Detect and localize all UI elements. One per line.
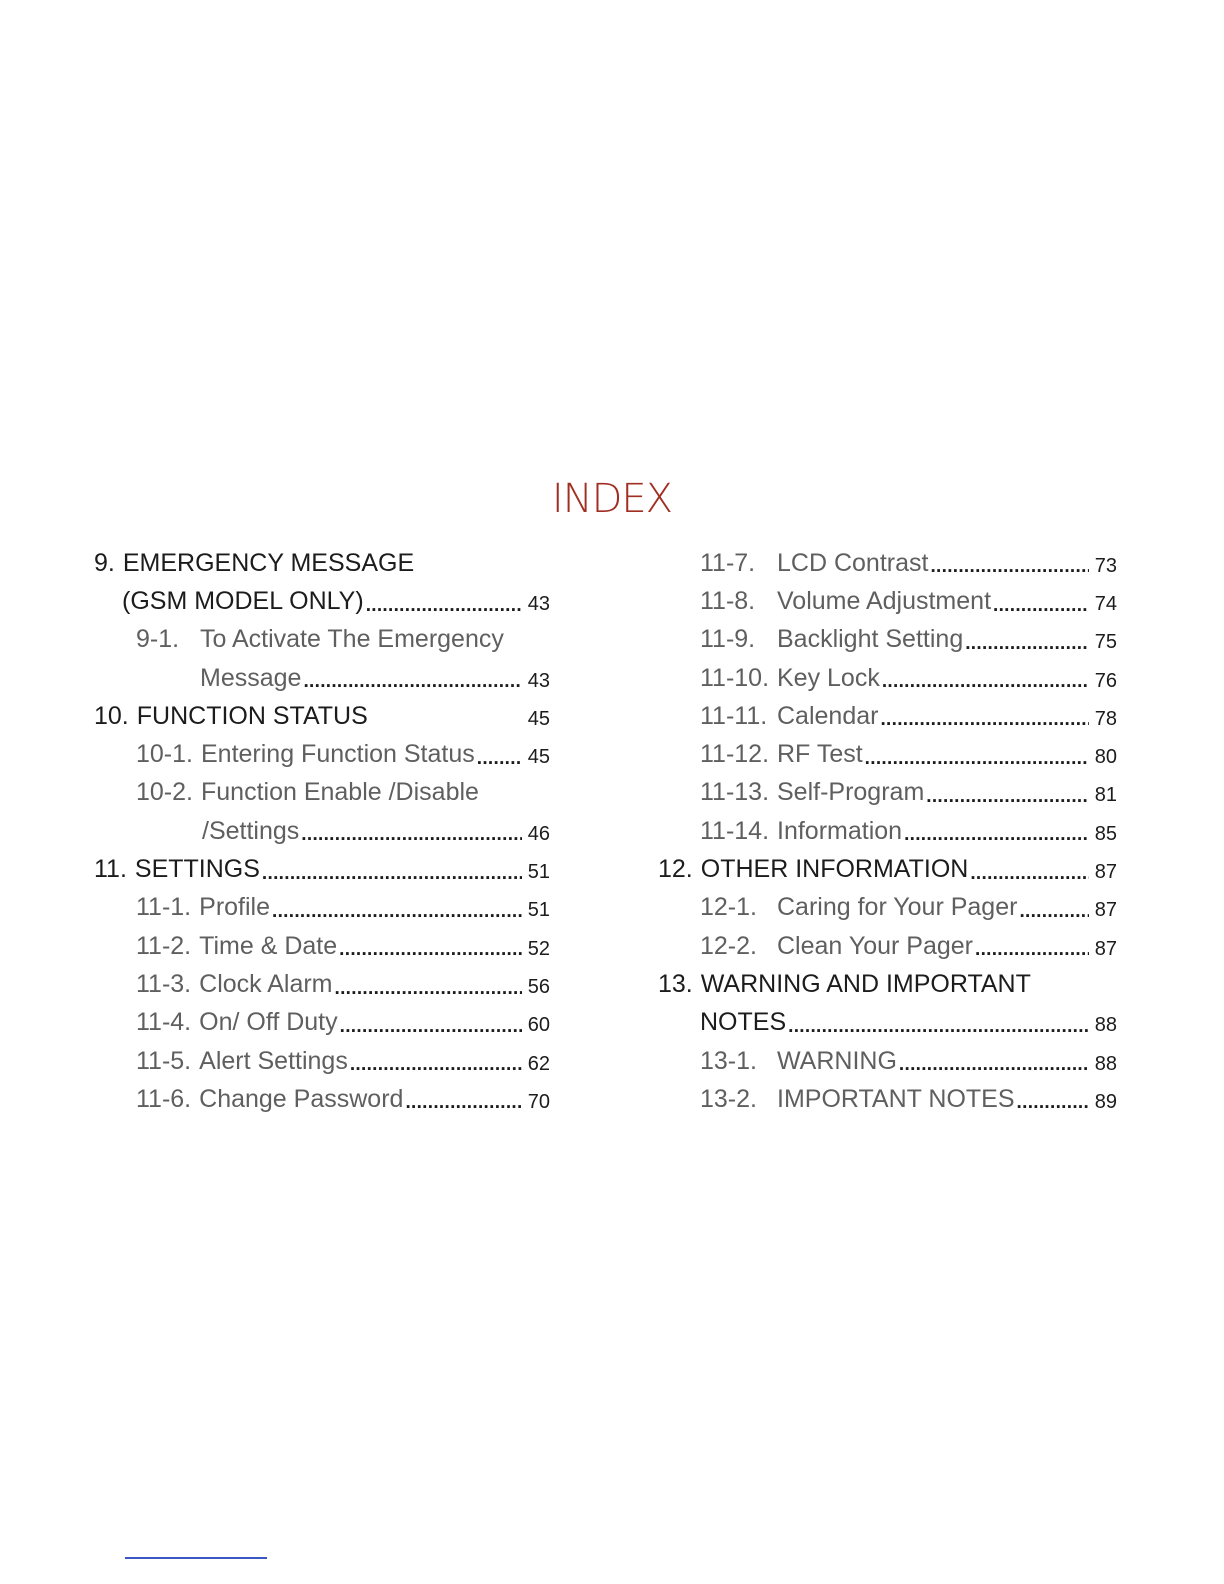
toc-entry-13[interactable] — [658, 965, 1117, 1003]
toc-page-number: 51 — [527, 861, 550, 884]
toc-right-column — [658, 544, 1117, 1118]
toc-entry-number: 11. — [94, 855, 127, 884]
toc-entry-number: 11-12. — [700, 740, 770, 769]
toc-page-number: 70 — [527, 1090, 550, 1113]
toc-entry-title: WARNING — [777, 1046, 897, 1075]
leader-dots — [301, 828, 522, 850]
toc-entry-number: 12. — [658, 855, 693, 884]
toc-entry-13-continued[interactable] — [658, 1004, 1117, 1042]
toc-entry-10-2[interactable] — [94, 774, 550, 812]
toc-entry-title: To Activate The Emergency — [200, 625, 504, 654]
toc-entry-number: 11-14. — [700, 816, 770, 845]
toc-entry-number: 10-1. — [136, 740, 193, 769]
leader-dots — [975, 943, 1089, 965]
toc-entry-number: 9-1. — [136, 625, 180, 654]
toc-page-number: 51 — [527, 899, 550, 922]
toc-entry-number: 13-1. — [700, 1046, 757, 1075]
leader-dots — [882, 675, 1089, 697]
leader-dots — [272, 905, 522, 927]
toc-page-number: 87 — [1094, 861, 1117, 884]
toc-entry-title: Caring for Your Pager — [777, 893, 1018, 922]
leader-dots — [788, 1020, 1089, 1042]
toc-entry-title: IMPORTANT NOTES — [777, 1084, 1015, 1113]
toc-entry-11-8[interactable] — [658, 582, 1117, 620]
toc-page-number: 76 — [1094, 669, 1117, 692]
toc-page-number: 62 — [527, 1052, 550, 1075]
toc-entry-title: Profile — [199, 893, 271, 922]
toc-page-number: 74 — [1094, 592, 1117, 615]
leader-dots — [340, 1020, 522, 1042]
leader-dots — [993, 599, 1089, 621]
toc-page-number: 56 — [527, 975, 550, 998]
footer-rule — [125, 1557, 267, 1559]
toc-page-number: 60 — [527, 1014, 550, 1037]
toc-entry-11-4[interactable] — [94, 1004, 550, 1042]
toc-entry-title: LCD Contrast — [777, 548, 929, 577]
toc-page-number: 75 — [1094, 631, 1117, 654]
toc-page-number: 87 — [1094, 899, 1117, 922]
toc-entry-number: 11-2. — [136, 931, 192, 960]
leader-dots — [335, 982, 522, 1004]
toc-entry-number: 11-4. — [136, 1008, 192, 1037]
toc-entry-title: RF Test — [777, 740, 863, 769]
toc-entry-title: /Settings — [202, 816, 300, 845]
toc-entry-title: Key Lock — [777, 663, 880, 692]
toc-entry-10-1[interactable] — [94, 735, 550, 773]
toc-entry-number: 11-10. — [700, 663, 770, 692]
toc-entry-number: 11-5. — [136, 1046, 192, 1075]
toc-entry-number: 12-1. — [700, 893, 757, 922]
toc-entry-number: 9. — [94, 548, 115, 577]
toc-entry-11-3[interactable] — [94, 965, 550, 1003]
toc-entry-11-13[interactable] — [658, 774, 1117, 812]
leader-dots — [965, 637, 1089, 659]
toc-page-number: 88 — [1094, 1014, 1117, 1037]
toc-entry-11-10[interactable] — [658, 659, 1117, 697]
toc-entry-number: 11-3. — [136, 969, 192, 998]
toc-entry-11-1[interactable] — [94, 889, 550, 927]
leader-dots — [865, 752, 1089, 774]
toc-entry-title: Message — [200, 663, 302, 692]
toc-entry-9-1[interactable] — [94, 621, 550, 659]
toc-page-number: 88 — [1094, 1052, 1117, 1075]
toc-entry-number: 11-6. — [136, 1084, 192, 1113]
toc-entry-title: Backlight Setting — [777, 625, 964, 654]
toc-entry-title: Self-Program — [777, 778, 925, 807]
toc-entry-12-1[interactable] — [658, 889, 1117, 927]
toc-entry-number: 11-1. — [136, 893, 192, 922]
leader-dots — [350, 1058, 522, 1080]
leader-dots — [366, 599, 522, 621]
toc-entry-11-11[interactable] — [658, 697, 1117, 735]
toc-entry-10[interactable] — [94, 697, 550, 735]
toc-entry-title: WARNING AND IMPORTANT — [700, 969, 1031, 998]
toc-entry-title: FUNCTION STATUS — [136, 701, 368, 730]
toc-page-number: 87 — [1094, 937, 1117, 960]
toc-entry-number: 11-8. — [700, 586, 756, 615]
toc-page-number: 45 — [527, 707, 550, 730]
toc-entry-number: 10. — [94, 701, 129, 730]
leader-dots — [477, 752, 522, 774]
toc-page-number: 85 — [1094, 822, 1117, 845]
toc-entry-number: 11-11. — [700, 701, 768, 730]
toc-page-number: 52 — [527, 937, 550, 960]
toc-entry-10-2-continued[interactable] — [94, 812, 550, 850]
toc-entry-title: Time & Date — [199, 931, 338, 960]
toc-entry-11-12[interactable] — [658, 735, 1117, 773]
toc-entry-11-9[interactable] — [658, 621, 1117, 659]
toc-entry-number: 13-2. — [700, 1084, 757, 1113]
toc-entry-title: On/ Off Duty — [199, 1008, 338, 1037]
toc-page-number: 43 — [527, 669, 550, 692]
toc-entry-number: 11-7. — [700, 548, 756, 577]
toc-entry-11[interactable] — [94, 850, 550, 888]
leader-dots — [339, 943, 522, 965]
toc-entry-9[interactable] — [94, 544, 550, 582]
leader-dots — [970, 867, 1089, 889]
leader-dots — [880, 713, 1089, 735]
toc-entry-title: Calendar — [777, 701, 879, 730]
leader-dots — [1017, 1096, 1089, 1118]
leader-dots — [930, 560, 1089, 582]
toc-page-number: 45 — [527, 746, 550, 769]
toc-entry-12[interactable] — [658, 850, 1117, 888]
toc-entry-13-1[interactable] — [658, 1042, 1117, 1080]
toc-entry-11-5[interactable] — [94, 1042, 550, 1080]
toc-entry-title: SETTINGS — [134, 855, 260, 884]
toc-entry-title: EMERGENCY MESSAGE — [122, 548, 415, 577]
toc-left-column — [94, 544, 550, 1118]
leader-dots — [405, 1096, 522, 1118]
toc-entry-title: (GSM MODEL ONLY) — [122, 586, 364, 615]
toc-entry-number: 11-9. — [700, 625, 756, 654]
leader-dots — [1019, 905, 1089, 927]
toc-entry-11-6[interactable] — [94, 1080, 550, 1118]
toc-entry-title: NOTES — [700, 1008, 787, 1037]
toc-page-number: 73 — [1094, 554, 1117, 577]
toc-entry-13-2[interactable] — [658, 1080, 1117, 1118]
toc-entry-11-7[interactable] — [658, 544, 1117, 582]
toc-entry-9-1-continued[interactable] — [94, 659, 550, 697]
toc-entry-11-14[interactable] — [658, 812, 1117, 850]
toc-entry-9-continued[interactable] — [94, 582, 550, 620]
toc-entry-number: 12-2. — [700, 931, 757, 960]
toc-entry-title: Volume Adjustment — [777, 586, 992, 615]
leader-dots — [262, 867, 522, 889]
toc-page-number: 81 — [1094, 784, 1117, 807]
toc-page-number: 46 — [527, 822, 550, 845]
toc-page-number: 89 — [1094, 1090, 1117, 1113]
toc-entry-title: Change Password — [199, 1084, 404, 1113]
leader-dots — [303, 675, 522, 697]
toc-entry-number: 10-2. — [136, 778, 193, 807]
toc-entry-title: Alert Settings — [199, 1046, 348, 1075]
toc-entry-title: Clock Alarm — [199, 969, 333, 998]
toc-entry-title: Function Enable /Disable — [200, 778, 479, 807]
leader-dots — [904, 828, 1089, 850]
page-title: INDEX — [551, 476, 673, 522]
toc-entry-number: 13. — [658, 969, 693, 998]
toc-entry-title: OTHER INFORMATION — [700, 855, 969, 884]
toc-page-number: 78 — [1094, 707, 1117, 730]
leader-dots — [926, 790, 1089, 812]
toc-entry-11-2[interactable] — [94, 927, 550, 965]
toc-entry-title: Clean Your Pager — [777, 931, 973, 960]
toc-entry-title: Entering Function Status — [200, 740, 475, 769]
toc-entry-12-2[interactable] — [658, 927, 1117, 965]
toc-page-number: 80 — [1094, 746, 1117, 769]
toc-page-number: 43 — [527, 592, 550, 615]
toc-entry-title: Information — [777, 816, 903, 845]
leader-dots — [899, 1058, 1089, 1080]
toc-entry-number: 11-13. — [700, 778, 770, 807]
